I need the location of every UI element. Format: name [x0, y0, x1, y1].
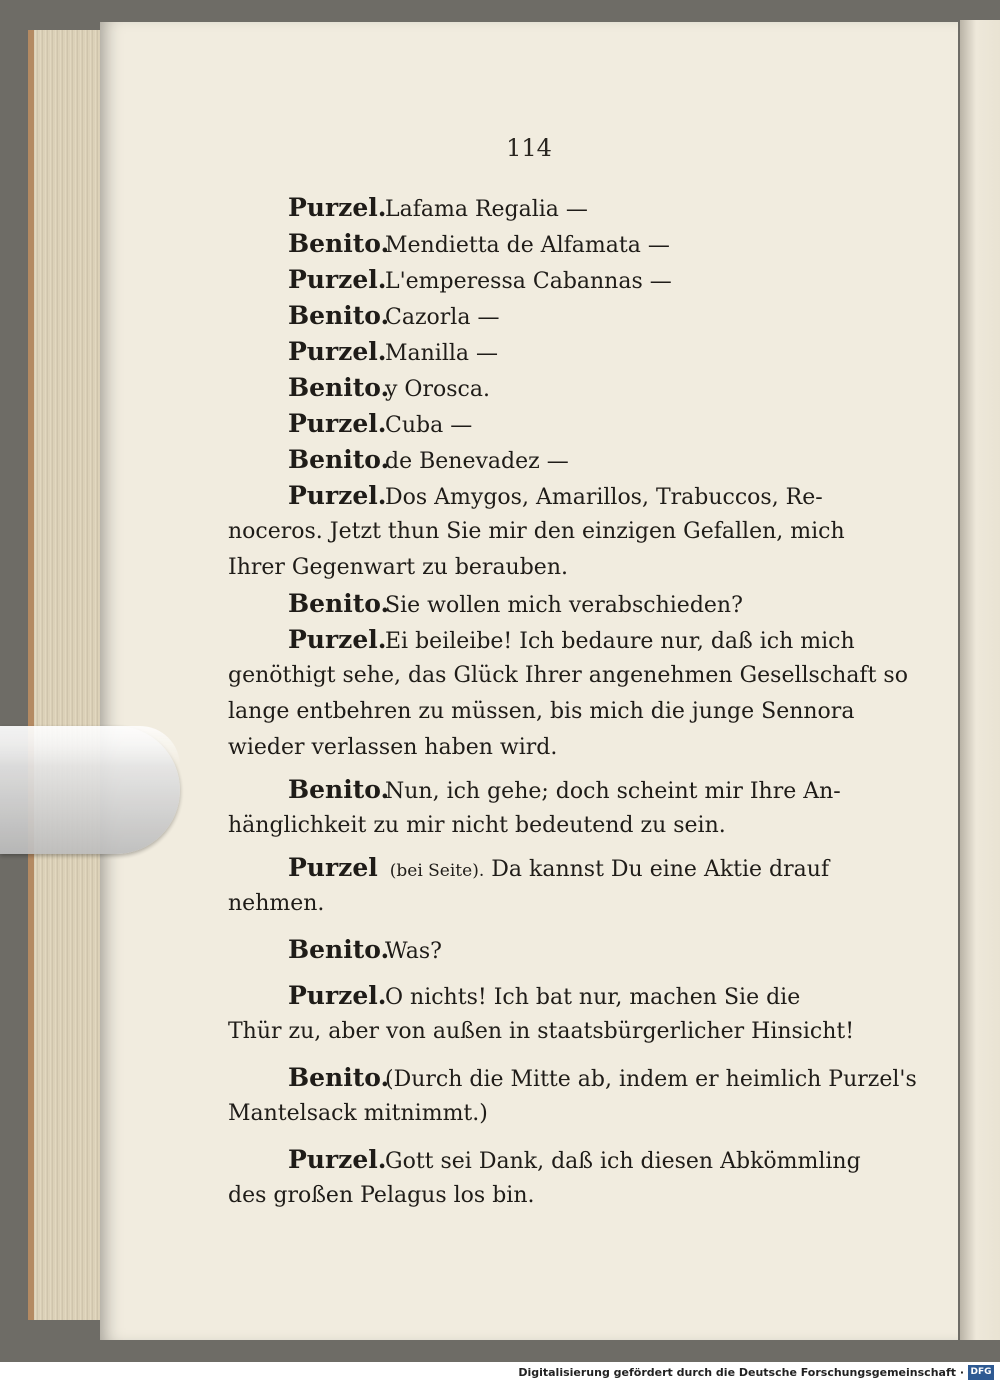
dialogue-line: [228, 1060, 988, 1096]
dialogue-line: [228, 370, 988, 406]
speech-text: Was?: [385, 939, 442, 964]
dialogue-line: [228, 298, 988, 334]
dialogue-text: [228, 190, 988, 1214]
speaker-name: Purzel.: [288, 625, 387, 654]
speaker-name: Benito.: [288, 775, 390, 804]
speech-text: y Orosca.: [385, 377, 490, 402]
dialogue-continuation: nehmen.: [228, 891, 325, 916]
speech-text: Ei beileibe! Ich bedaure nur, daß ich mich: [385, 629, 855, 654]
dialogue-line: [228, 478, 988, 514]
speaker-name: Benito.: [288, 1063, 390, 1092]
dialogue-line: [228, 442, 988, 478]
speech-text: Sie wollen mich verabschieden?: [385, 593, 743, 618]
dfg-logo: DFG: [968, 1365, 994, 1380]
dialogue-line: [228, 932, 988, 968]
speaker-name: Purzel.: [288, 337, 387, 366]
speech-text: O nichts! Ich bat nur, machen Sie die: [385, 985, 801, 1010]
dialogue-line: [228, 334, 988, 370]
dialogue-continuation: noceros. Jetzt thun Sie mir den einzigen Gefallen, mich: [228, 519, 845, 544]
speech-text: Cuba —: [385, 413, 473, 438]
dialogue-line: [228, 622, 988, 658]
dialogue-continuation: Ihrer Gegenwart zu berauben.: [228, 555, 568, 580]
speech-text: Nun, ich gehe; doch scheint mir Ihre An-: [385, 779, 841, 804]
speaker-name: Purzel: [288, 853, 378, 882]
speaker-name: Benito.: [288, 445, 390, 474]
speaker-name: Benito.: [288, 229, 390, 258]
dialogue-line: [228, 1142, 988, 1178]
stage-direction: (Durch die Mitte ab, indem er heimlich Purzel's: [385, 1067, 917, 1092]
dialogue-line: [228, 978, 988, 1014]
speech-text: Gott sei Dank, daß ich diesen Abkömmling: [385, 1149, 861, 1174]
dialogue-continuation: genöthigt sehe, das Glück Ihrer angenehmen Gesellschaft so: [228, 663, 908, 688]
footer-credit: Digitalisierung gefördert durch die Deutsche Forschungsgemeinschaft ·: [518, 1366, 964, 1379]
speaker-name: Purzel.: [288, 193, 387, 222]
dialogue-continuation: hänglichkeit zu mir nicht bedeutend zu sein.: [228, 813, 726, 838]
speaker-name: Benito.: [288, 935, 390, 964]
dialogue-continuation: des großen Pelagus los bin.: [228, 1183, 535, 1208]
speaker-name: Purzel.: [288, 265, 387, 294]
dialogue-line: [228, 850, 988, 886]
book-page: [100, 22, 958, 1340]
speech-text: Mendietta de Alfamata —: [385, 233, 670, 258]
speech-text: Manilla —: [385, 341, 499, 366]
speech-text: de Benevadez —: [385, 449, 569, 474]
speaker-name: Purzel.: [288, 981, 387, 1010]
dialogue-line: [228, 586, 988, 622]
speaker-name: Benito.: [288, 589, 390, 618]
dialogue-line: [228, 190, 988, 226]
dialogue-line: [228, 262, 988, 298]
speech-text: Cazorla —: [385, 305, 500, 330]
dialogue-continuation: wieder verlassen haben wird.: [228, 735, 558, 760]
speech-text: Da kannst Du eine Aktie drauf: [491, 857, 830, 882]
dialogue-line: [228, 226, 988, 262]
dialogue-continuation: Mantelsack mitnimmt.): [228, 1101, 488, 1126]
speech-text: Lafama Regalia —: [385, 197, 588, 222]
speech-text: Dos Amygos, Amarillos, Trabuccos, Re-: [385, 485, 823, 510]
speaker-name: Purzel.: [288, 481, 387, 510]
dialogue-continuation: Thür zu, aber von außen in staatsbürgerlicher Hinsicht!: [228, 1019, 855, 1044]
stage-direction: (bei Seite).: [389, 861, 485, 881]
footer-bar: [0, 1362, 1000, 1384]
page-tab-marker: [0, 726, 180, 854]
dialogue-continuation: lange entbehren zu müssen, bis mich die junge Sennora: [228, 699, 855, 724]
speaker-name: Purzel.: [288, 409, 387, 438]
dialogue-line: [228, 406, 988, 442]
speaker-name: Benito.: [288, 373, 390, 402]
dialogue-line: [228, 772, 988, 808]
page-number: 114: [506, 134, 552, 162]
speech-text: L'emperessa Cabannas —: [385, 269, 672, 294]
speaker-name: Benito.: [288, 301, 390, 330]
speaker-name: Purzel.: [288, 1145, 387, 1174]
